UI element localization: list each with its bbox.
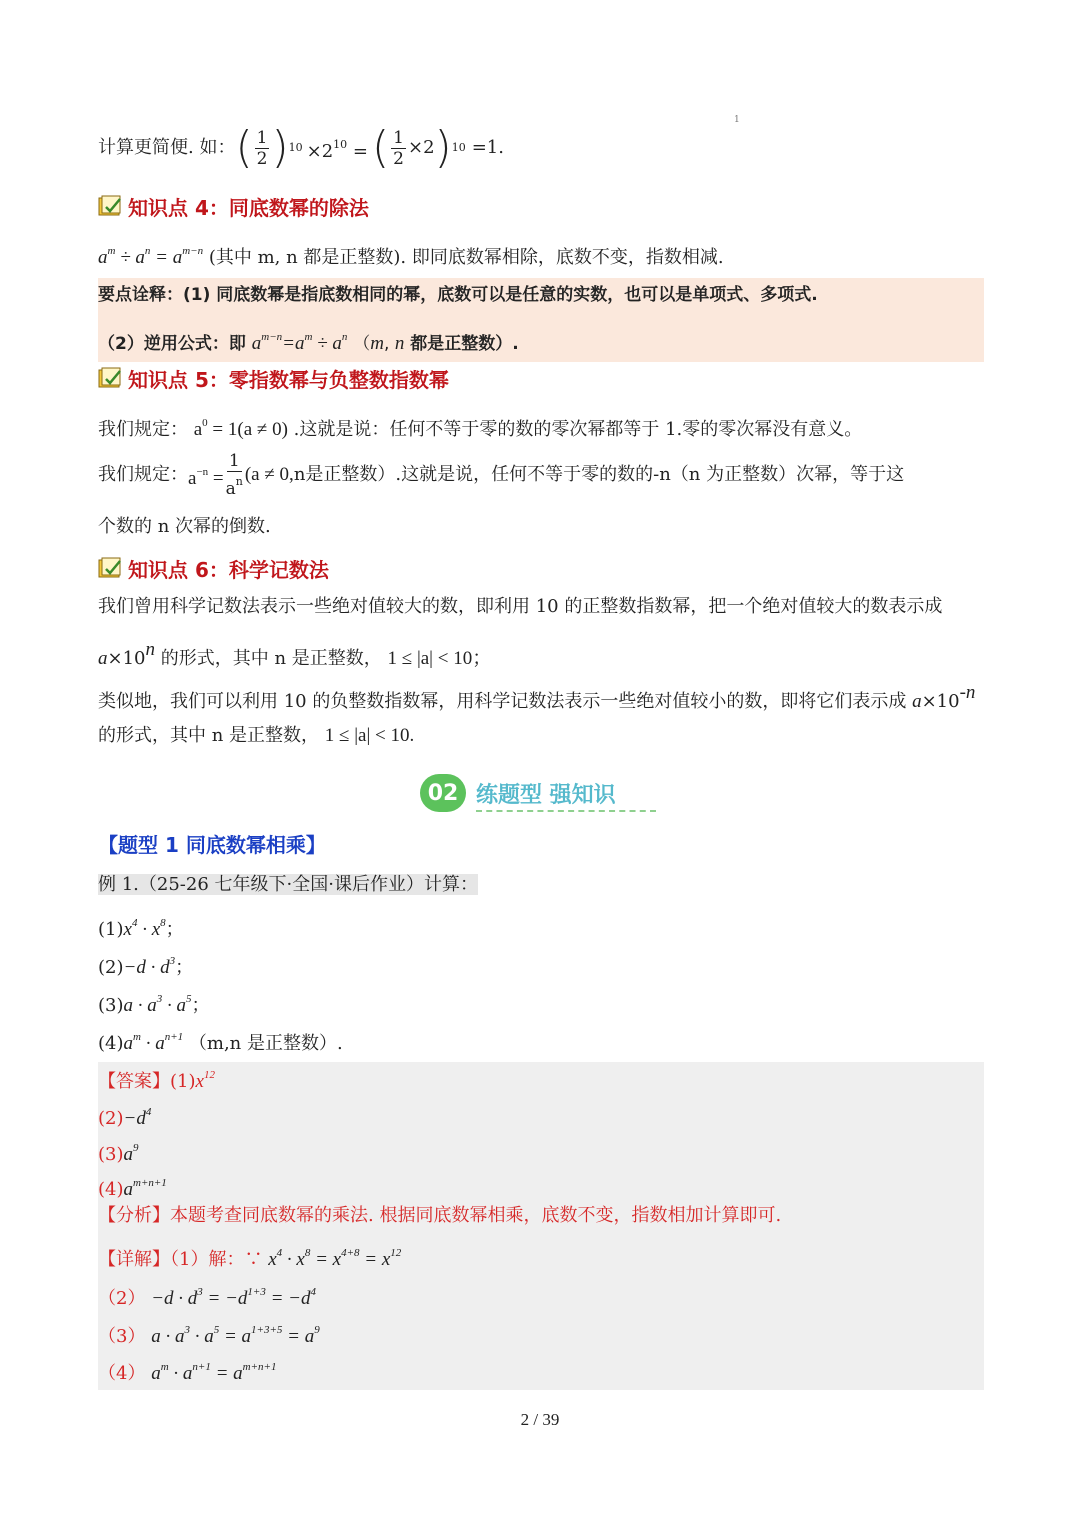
question-2: $(2)-d \cdot d^3$； bbox=[98, 955, 194, 978]
kp6-line1: 我们曾用科学记数法表示一些绝对值较大的数，即利用 10 的正整数指数幂，把一个绝对值较大的数表示成 bbox=[98, 596, 943, 617]
intro-line: 计算更简便. 如： ( $\frac{1}{2}$ ) 10 $\times 2^{10}$ = ( $\frac{1}{2}$ ×2 ) 10 =1. bbox=[98, 122, 504, 173]
kp5-line3: 个数的 n 次幂的倒数. bbox=[98, 516, 271, 537]
example-1: 例 1.（25-26 七年级下·全国·课后作业）计算： bbox=[98, 874, 478, 895]
corner-mark: 1 bbox=[734, 115, 740, 125]
kp6-line4: 的形式，其中 n 是正整数， 1 ≤ |a| < 10. bbox=[98, 725, 415, 746]
kp4-note2: （2）逆用公式：即 $a^{m-n}=a^m \div a^n$ （m, n 都是正整数）. bbox=[98, 331, 519, 354]
kp4-formula-text: (其中 m, n 都是正整数). 即同底数幂相除，底数不变，指数相减. bbox=[208, 247, 724, 268]
analysis: 【分析】本题考查同底数幂的乘法. 根据同底数幂相乘，底数不变，指数相加计算即可. bbox=[98, 1205, 782, 1226]
question-4: $(4)a^m \cdot a^{n+1}$ （m,n 是正整数）. bbox=[98, 1031, 343, 1054]
banner-text: 练题型 强知识 bbox=[476, 782, 616, 808]
question-3: $(3)a \cdot a^3 \cdot a^5$； bbox=[98, 993, 210, 1016]
page-number: 2 / 39 bbox=[520, 1410, 560, 1429]
kp5-line2: 我们规定： $a^{-n}$ = $\frac{1}{a^n}$ (a ≠ 0, n是正整数）.这就是说，任何不等于零的数的-n（n 为正整数）次幂，等于这 bbox=[98, 451, 905, 499]
detail-4: （4） $a^m \cdot a^{n+1} = a^{m+n+1}$ bbox=[98, 1361, 277, 1384]
kp6-line2: $a\times 10^n$ 的形式，其中 n 是正整数， 1 ≤ |a| < 10； bbox=[98, 639, 492, 669]
book-icon bbox=[98, 557, 124, 579]
fraction-half: $\frac{1}{2}$ bbox=[256, 127, 268, 169]
intro-text: 计算更简便. 如： bbox=[98, 137, 236, 158]
kp5-line1: 我们规定： $a^0 = 1(a \ne 0)$ .这就是说：任何不等于零的数的零次幂都等于 1.零的零次幂没有意义。 bbox=[98, 417, 863, 440]
kp4-title: 知识点 4：同底数幂的除法 bbox=[128, 195, 369, 220]
detail-3: （3） $a \cdot a^3 \cdot a^5 = a^{1+3+5} = a^9$ bbox=[98, 1324, 320, 1347]
section-banner bbox=[420, 770, 660, 816]
answer-1: 【答案】$(1)x^{12}$ bbox=[98, 1069, 215, 1092]
kp4-note2-lead: （2）逆用公式：即 bbox=[98, 334, 246, 354]
kp4-note2-tail: 都是正整数）. bbox=[410, 334, 519, 354]
kp6-line3: 类似地，我们可以利用 10 的负整数指数幂，用科学记数法表示一些绝对值较小的数，即将它们表示成 $a\times 10^{-n}$ bbox=[98, 682, 976, 712]
detail-1: 【详解】（1）解：∵ $x^4 \cdot x^8 = x^{4+8} = x^{12}$ bbox=[98, 1247, 402, 1270]
type1-title: 【题型 1 同底数幂相乘】 bbox=[98, 833, 326, 857]
banner-underline bbox=[476, 810, 656, 812]
question-1: $(1)x^4 \cdot x^8$； bbox=[98, 917, 184, 940]
intro-result: =1. bbox=[471, 137, 504, 158]
banner-number: 02 bbox=[420, 774, 466, 812]
book-icon bbox=[98, 195, 124, 217]
answer-4: $(4)a^{m+n+1}$ bbox=[98, 1177, 167, 1200]
answer-2: $(2)-d^4$ bbox=[98, 1106, 152, 1129]
kp5-title: 知识点 5：零指数幂与负整数指数幂 bbox=[128, 367, 449, 392]
detail-2: $(2) -d \cdot d^3 = -d^{1+3} = -d^4$ bbox=[98, 1286, 317, 1309]
book-icon bbox=[98, 367, 124, 389]
kp6-heading bbox=[98, 554, 329, 582]
kp4-formula-line: $a^m \div a^n = a^{m-n}$ (其中 m, n 都是正整数). 即同底数幂相除，底数不变，指数相减. bbox=[98, 245, 724, 268]
fraction-half-2: $\frac{1}{2}$ bbox=[393, 127, 404, 169]
fraction-reciprocal: $\frac{1}{a^n}$ bbox=[225, 451, 243, 499]
kp4-heading bbox=[98, 192, 369, 220]
kp4-note1: 要点诠释：(1) 同底数幂是指底数相同的幂，底数可以是任意的实数，也可以是单项式、多项式. bbox=[98, 285, 818, 305]
answer-3: $(3)a^9$ bbox=[98, 1142, 139, 1165]
kp5-heading bbox=[98, 364, 449, 392]
kp6-title: 知识点 6：科学记数法 bbox=[128, 557, 329, 582]
